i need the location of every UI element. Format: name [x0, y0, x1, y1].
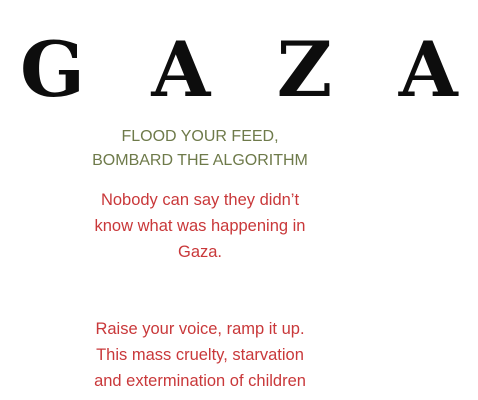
- paragraph-2-line-1: Raise your voice, ramp it up.: [95, 320, 305, 338]
- paragraph-2-line-3: and extermination of children: [94, 372, 306, 390]
- paragraph-1-line-1: Nobody can say they didn’t: [100, 191, 300, 209]
- paragraph-2: [0, 316, 400, 394]
- paragraph-1-line-3: Gaza.: [177, 243, 223, 261]
- page-title: G A Z A: [20, 25, 478, 114]
- paragraph-1-line-2: know what was happening in: [94, 217, 306, 235]
- paragraph-2-line-2: This mass cruelty, starvation: [96, 346, 304, 364]
- subtitle: [0, 125, 400, 173]
- paragraph-1: [0, 187, 400, 265]
- subtitle-line-1: FLOOD YOUR FEED,: [121, 128, 279, 145]
- subtitle-line-2: BOMBARD THE ALGORITHM: [92, 152, 308, 169]
